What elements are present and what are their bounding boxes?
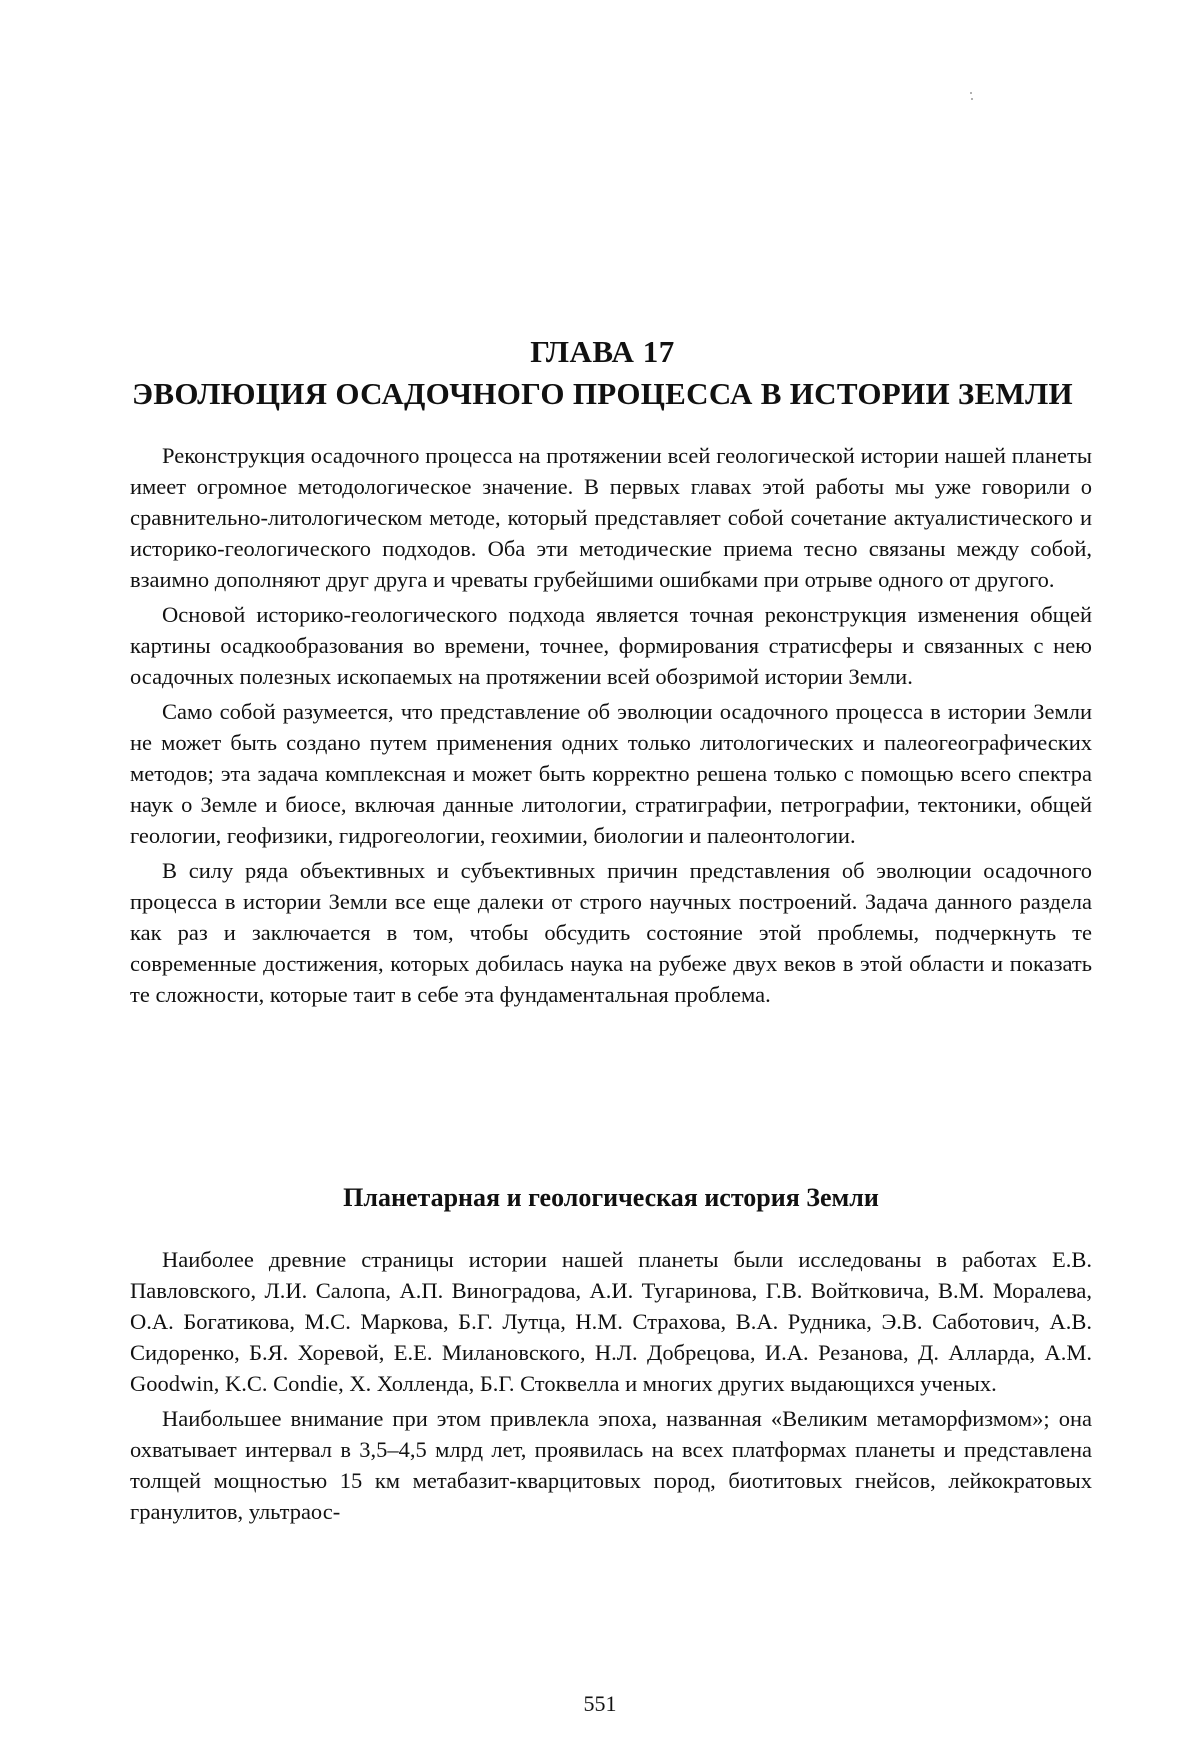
chapter-number: ГЛАВА 17 <box>530 334 675 369</box>
chapter-title: ЭВОЛЮЦИЯ ОСАДОЧНОГО ПРОЦЕССА В ИСТОРИИ ЗЕМЛИ <box>132 376 1073 411</box>
intro-text <box>130 440 1092 1010</box>
paragraph: Реконструкция осадочного процесса на протяжении всей геологической истории нашей планеты имеет огромное методологическое значение. В первых главах этой работы мы уже говорили о сравнительно-литологическом методе, который представляет собой сочетание актуалистического и историко-геологического подходов. Оба эти методические приема тесно связаны между собой, взаимно дополняют друг друга и чреваты грубейшими ошибками при отрыве одного от другого. <box>130 443 1092 592</box>
paragraph: Наибольшее внимание при этом привлекла эпоха, названная «Великим метаморфизмом»; она охватывает интервал в 3,5–4,5 млрд лет, проявилась на всех платформах планеты и представлена толщей мощностью 15 км метабазит-кварцитовых пород, биотитовых гнейсов, лейкократовых гранулитов, ультраос- <box>130 1406 1092 1524</box>
paragraph: Наиболее древние страницы истории нашей планеты были исследованы в работах Е.В. Павловского, Л.И. Салопа, А.П. Виноградова, А.И. Тугаринова, Г.В. Войтковича, В.М. Моралева, О.А. Богатикова, М.С. Маркова, Б.Г. Лутца, Н.М. Страхова, В.А. Рудника, Э.В. Саботович, А.В. Сидоренко, Б.Я. Хоревой, Е.Е. Милановского, Н.Л. Добрецова, И.А. Резанова, Д. Алларда, А.М. Goodwin, K.C. Condie, X. Холленда, Б.Г. Стоквелла и многих других выдающихся ученых. <box>130 1247 1092 1396</box>
section-text <box>130 1244 1092 1527</box>
paragraph: Само собой разумеется, что представление об эволюции осадочного процесса в истории Земли не может быть создано путем применения одних только литологических и палеогеографических методов; эта задача комплексная и может быть корректно решена только с помощью всего спектра наук о Земле и биосе, включая данные литологии, стратиграфии, петрографии, тектоники, общей геологии, геофизики, гидрогеологии, геохимии, биологии и палеонтологии. <box>130 699 1092 848</box>
page-number: 551 <box>583 1691 617 1716</box>
chapter-heading <box>120 332 1085 416</box>
scan-speck <box>971 98 973 100</box>
paragraph: В силу ряда объективных и субъективных причин представления об эволюции осадочного процесса в истории Земли все еще далеки от строго научных построений. Задача данного раздела как раз и заключается в том, чтобы обсудить состояние этой проблемы, подчеркнуть те современные достижения, которых добилась наука на рубеже двух веков в этой области и показать те сложности, которые таит в себе эта фундаментальная проблема. <box>130 858 1092 1007</box>
scan-speck <box>970 92 972 94</box>
paragraph: Основой историко-геологического подхода является точная реконструкция изменения общей картины осадкообразования во времени, точнее, формирования стратисферы и связанных с нею осадочных полезных ископаемых на протяжении всей обозримой истории Земли. <box>130 602 1092 689</box>
section-heading: Планетарная и геологическая история Земли <box>343 1183 879 1212</box>
